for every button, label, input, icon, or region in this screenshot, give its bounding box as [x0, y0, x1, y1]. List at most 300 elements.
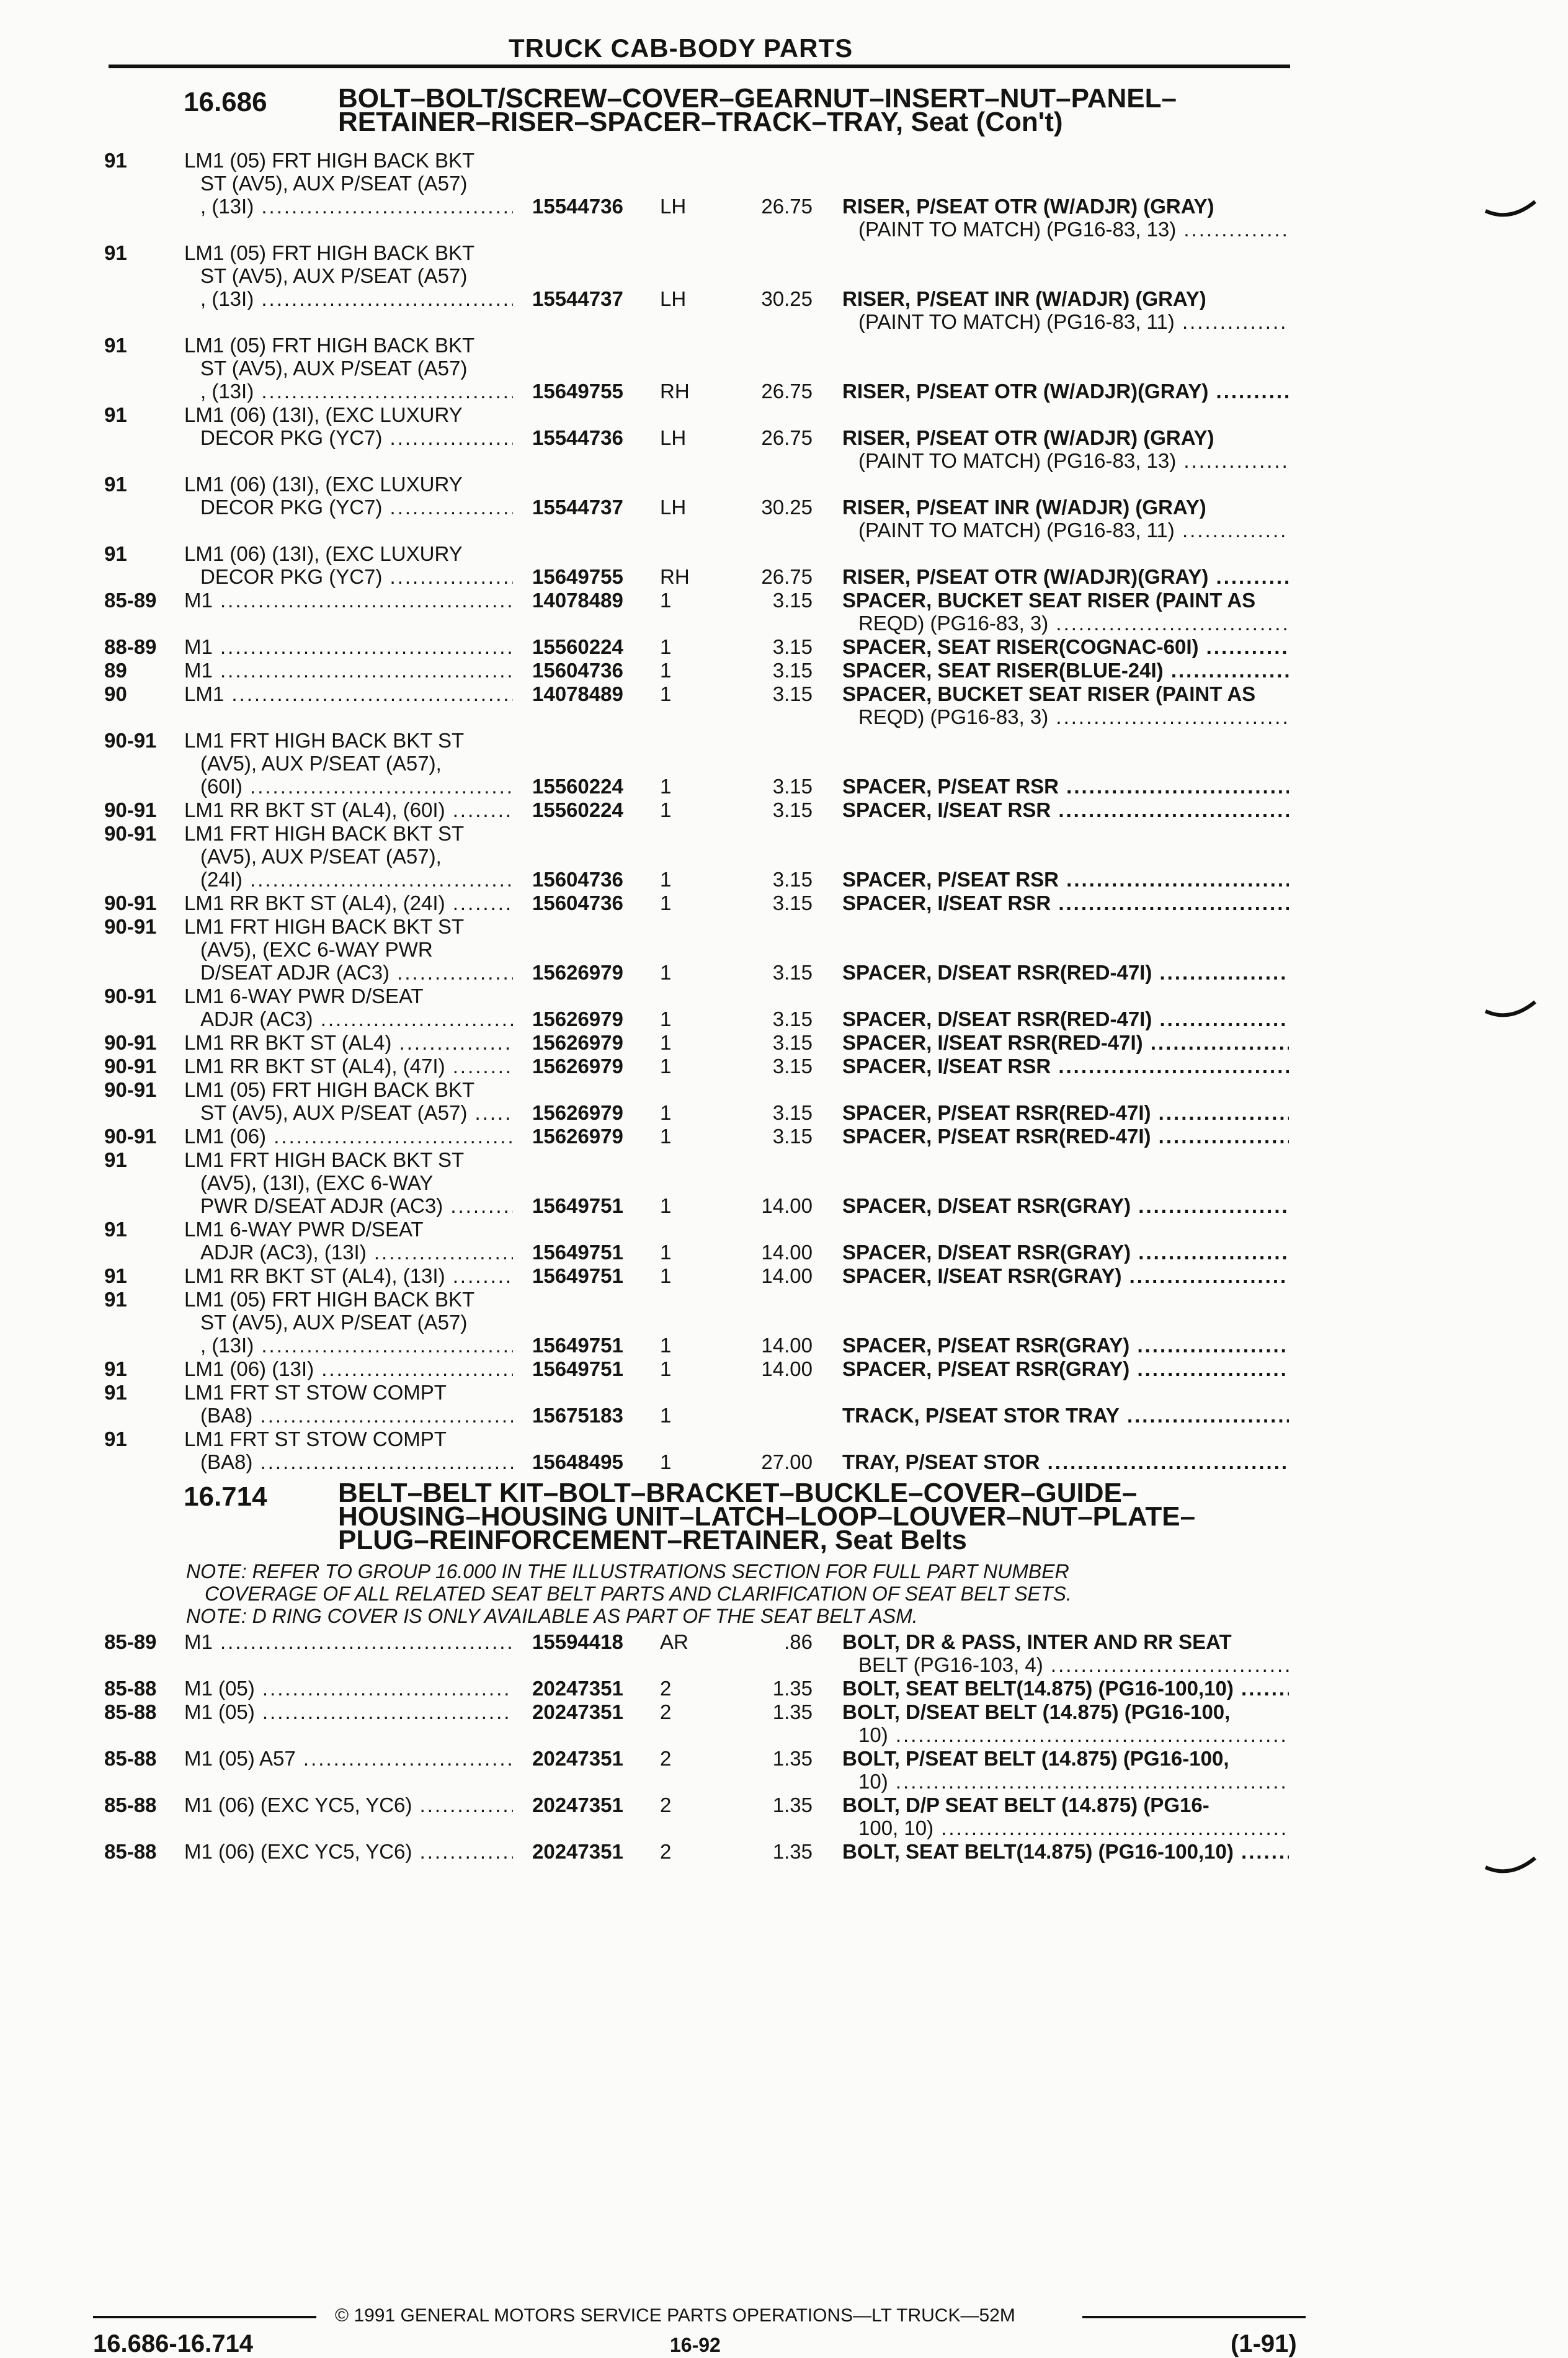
usage-line: (AV5), (13I), (EXC 6-WAY	[200, 1171, 434, 1194]
quantity: 1	[660, 1101, 672, 1124]
usage-description	[184, 985, 513, 1030]
parts-table-16-714	[0, 1630, 1568, 1864]
usage-line: LM1 .....	[184, 682, 513, 705]
price: 14.00	[761, 1264, 813, 1287]
table-row	[0, 1288, 1568, 1357]
usage-line: , (13I) .....	[184, 380, 513, 403]
usage-description	[184, 682, 513, 705]
price: 26.75	[761, 195, 813, 218]
note-line: COVERAGE OF ALL RELATED SEAT BELT PARTS AND CLARIFICATION OF SEAT BELT SETS.	[205, 1583, 1072, 1605]
part-number: 15626979	[532, 961, 623, 984]
table-row	[0, 1055, 1568, 1078]
part-number: 15649751	[532, 1264, 623, 1287]
model-year: 90-91	[104, 915, 157, 938]
table-row	[0, 822, 1568, 891]
part-number: 15626979	[532, 1101, 623, 1124]
price: 3.15	[772, 1055, 813, 1078]
part-name-line: REQD) (PG16-83, 3) .....	[842, 612, 1289, 635]
table-row	[0, 798, 1568, 822]
section-notes	[186, 1560, 1303, 1627]
table-row	[0, 1630, 1568, 1677]
part-name-line: SPACER, P/SEAT RSR(RED-47I) .....	[842, 1125, 1289, 1148]
usage-description	[184, 1288, 513, 1357]
usage-line: LM1 RR BKT ST (AL4), (60I) .....	[184, 798, 513, 821]
usage-line: LM1 (05) FRT HIGH BACK BKT	[184, 149, 475, 172]
part-number: 15649751	[532, 1194, 623, 1217]
part-name	[842, 868, 1289, 891]
footer-date-code: (1-91)	[1231, 2330, 1297, 2357]
usage-description	[184, 149, 513, 218]
part-name-line: RISER, P/SEAT INR (W/ADJR) (GRAY)	[842, 287, 1206, 310]
part-name-line: SPACER, D/SEAT RSR(RED-47I) .....	[842, 1007, 1289, 1030]
usage-line: (24I) .....	[184, 868, 513, 891]
model-year: 91	[104, 149, 127, 172]
usage-description	[184, 915, 513, 984]
table-row	[0, 729, 1568, 798]
usage-line: LM1 FRT ST STOW COMPT	[184, 1427, 447, 1450]
part-name-line: RISER, P/SEAT OTR (W/ADJR)(GRAY) .....	[842, 380, 1289, 403]
usage-description	[184, 1078, 513, 1124]
usage-line: M1 (06) (EXC YC5, YC6) .....	[184, 1793, 513, 1816]
usage-description	[184, 659, 513, 682]
usage-line: (60I) .....	[184, 775, 513, 798]
part-number: 20247351	[532, 1793, 623, 1816]
table-row	[0, 1427, 1568, 1474]
model-year: 85-88	[104, 1677, 157, 1700]
quantity: 2	[660, 1840, 672, 1863]
footer-section-range: 16.686-16.714	[93, 2330, 254, 2357]
table-row	[0, 985, 1568, 1031]
part-name	[842, 635, 1289, 658]
usage-line: (BA8) .....	[184, 1404, 513, 1427]
quantity: 1	[660, 798, 672, 821]
footer-page-number: 16-92	[670, 2334, 721, 2356]
part-number: 15649751	[532, 1357, 623, 1380]
part-number: 15675183	[532, 1404, 623, 1427]
quantity: 1	[660, 961, 672, 984]
quantity: RH	[660, 380, 690, 403]
quantity: 1	[660, 1055, 672, 1078]
table-row	[0, 1700, 1568, 1747]
table-row	[0, 1747, 1568, 1793]
part-name-line: SPACER, I/SEAT RSR .....	[842, 798, 1289, 821]
quantity: 1	[660, 589, 672, 612]
table-row	[0, 334, 1568, 403]
part-name-line: RISER, P/SEAT OTR (W/ADJR)(GRAY) .....	[842, 565, 1289, 588]
part-name	[842, 195, 1289, 241]
usage-line: LM1 6-WAY PWR D/SEAT	[184, 1218, 424, 1241]
quantity: 1	[660, 1007, 672, 1030]
quantity: 1	[660, 682, 672, 705]
price: 1.35	[772, 1793, 813, 1816]
price: 3.15	[772, 775, 813, 798]
quantity: LH	[660, 195, 687, 218]
part-number: 20247351	[532, 1700, 623, 1723]
quantity: 1	[660, 1334, 672, 1357]
usage-line: ADJR (AC3) .....	[184, 1007, 513, 1030]
quantity: 1	[660, 659, 672, 682]
part-name-line: BOLT, DR & PASS, INTER AND RR SEAT	[842, 1630, 1232, 1653]
usage-line: M1 (05) A57 .....	[184, 1747, 513, 1770]
part-name-line: SPACER, P/SEAT RSR(GRAY) .....	[842, 1334, 1289, 1357]
table-row	[0, 1357, 1568, 1381]
model-year: 90-91	[104, 798, 157, 821]
model-year: 85-89	[104, 589, 157, 612]
part-name	[842, 798, 1289, 821]
model-year: 91	[104, 1357, 127, 1380]
part-number: 15649755	[532, 565, 623, 588]
usage-line: DECOR PKG (YC7) .....	[184, 426, 513, 449]
part-name	[842, 426, 1289, 472]
part-name	[842, 1125, 1289, 1148]
usage-line: (BA8) .....	[184, 1450, 513, 1473]
usage-line: LM1 (06) .....	[184, 1125, 513, 1148]
part-name-line: SPACER, I/SEAT RSR(GRAY) .....	[842, 1264, 1289, 1287]
price: 3.15	[772, 798, 813, 821]
usage-description	[184, 403, 513, 449]
model-year: 89	[104, 659, 127, 682]
part-name-line: RISER, P/SEAT INR (W/ADJR) (GRAY)	[842, 496, 1206, 519]
price: 14.00	[761, 1241, 813, 1264]
parts-table-16-686	[0, 149, 1568, 1474]
table-row	[0, 1148, 1568, 1218]
part-name	[842, 1677, 1289, 1700]
part-name-line: (PAINT TO MATCH) (PG16-83, 11) .....	[842, 310, 1289, 333]
part-name-line: (PAINT TO MATCH) (PG16-83, 13) .....	[842, 218, 1289, 241]
price: 26.75	[761, 380, 813, 403]
model-year: 90-91	[104, 822, 157, 845]
price: .86	[784, 1630, 813, 1653]
part-number: 15544737	[532, 496, 623, 519]
quantity: 1	[660, 1241, 672, 1264]
usage-line: ST (AV5), AUX P/SEAT (A57)	[200, 264, 468, 287]
price: 3.15	[772, 961, 813, 984]
part-number: 15604736	[532, 891, 623, 914]
part-name-line: SPACER, I/SEAT RSR(RED-47I) .....	[842, 1031, 1289, 1054]
price: 3.15	[772, 682, 813, 705]
part-number: 15649751	[532, 1334, 623, 1357]
part-name-line: BOLT, D/P SEAT BELT (14.875) (PG16-	[842, 1793, 1209, 1816]
usage-line: M1 (06) (EXC YC5, YC6) .....	[184, 1840, 513, 1863]
part-name	[842, 1031, 1289, 1054]
part-name	[842, 1101, 1289, 1124]
price: 30.25	[761, 496, 813, 519]
model-year: 85-89	[104, 1630, 157, 1653]
part-number: 14078489	[532, 589, 623, 612]
model-year: 91	[104, 1288, 127, 1311]
part-name-line: BOLT, D/SEAT BELT (14.875) (PG16-100,	[842, 1700, 1231, 1723]
model-year: 90-91	[104, 729, 157, 752]
model-year: 91	[104, 334, 127, 357]
part-name	[842, 1700, 1289, 1746]
model-year: 91	[104, 1218, 127, 1241]
model-year: 91	[104, 1427, 127, 1450]
usage-line: PWR D/SEAT ADJR (AC3) .....	[184, 1194, 513, 1217]
usage-line: M1 .....	[184, 1630, 513, 1653]
table-row	[0, 635, 1568, 659]
usage-description	[184, 589, 513, 612]
price: 26.75	[761, 426, 813, 449]
part-name-line: BOLT, SEAT BELT(14.875) (PG16-100,10) .....	[842, 1840, 1289, 1863]
usage-line: , (13I) .....	[184, 1334, 513, 1357]
usage-line: M1 (05) .....	[184, 1700, 513, 1723]
part-name-line: RISER, P/SEAT OTR (W/ADJR) (GRAY)	[842, 195, 1214, 218]
part-name-line: SPACER, P/SEAT RSR .....	[842, 775, 1289, 798]
usage-line: M1 (05) .....	[184, 1677, 513, 1700]
usage-line: LM1 (06) (13I), (EXC LUXURY	[184, 473, 463, 496]
quantity: 1	[660, 775, 672, 798]
usage-line: D/SEAT ADJR (AC3) .....	[184, 961, 513, 984]
part-name-line: REQD) (PG16-83, 3) .....	[842, 705, 1289, 728]
table-row	[0, 1218, 1568, 1264]
part-name	[842, 659, 1289, 682]
usage-description	[184, 1031, 513, 1054]
table-row	[0, 1078, 1568, 1125]
usage-description	[184, 542, 513, 588]
part-number: 15626979	[532, 1007, 623, 1030]
usage-line: LM1 FRT HIGH BACK BKT ST	[184, 915, 465, 938]
model-year: 91	[104, 473, 127, 496]
quantity: LH	[660, 496, 687, 519]
usage-line: LM1 RR BKT ST (AL4), (24I) .....	[184, 891, 513, 914]
usage-description	[184, 891, 513, 914]
quantity: 1	[660, 635, 672, 658]
part-number: 15626979	[532, 1055, 623, 1078]
price: 3.15	[772, 635, 813, 658]
table-row	[0, 149, 1568, 241]
model-year: 85-88	[104, 1747, 157, 1770]
usage-line: LM1 (06) (13I), (EXC LUXURY	[184, 542, 463, 565]
table-row	[0, 1677, 1568, 1700]
usage-line: LM1 FRT HIGH BACK BKT ST	[184, 822, 465, 845]
table-row	[0, 1264, 1568, 1288]
part-name	[842, 287, 1289, 333]
usage-description	[184, 1264, 513, 1287]
table-row	[0, 1793, 1568, 1840]
note-line: NOTE: D RING COVER IS ONLY AVAILABLE AS PART OF THE SEAT BELT ASM.	[186, 1605, 918, 1627]
price: 1.35	[772, 1747, 813, 1770]
part-name-line: BOLT, SEAT BELT(14.875) (PG16-100,10) .....	[842, 1677, 1289, 1700]
usage-description	[184, 1357, 513, 1380]
quantity: 2	[660, 1747, 672, 1770]
price: 3.15	[772, 868, 813, 891]
price: 14.00	[761, 1334, 813, 1357]
price: 1.35	[772, 1677, 813, 1700]
note-line: NOTE: REFER TO GROUP 16.000 IN THE ILLUSTRATIONS SECTION FOR FULL PART NUMBER	[186, 1560, 1069, 1583]
price: 3.15	[772, 1125, 813, 1148]
price: 1.35	[772, 1700, 813, 1723]
table-row	[0, 241, 1568, 334]
part-name-line: BOLT, P/SEAT BELT (14.875) (PG16-100,	[842, 1747, 1229, 1770]
price: 30.25	[761, 287, 813, 310]
part-name	[842, 496, 1289, 542]
part-number: 15544736	[532, 195, 623, 218]
model-year: 90-91	[104, 1031, 157, 1054]
price: 3.15	[772, 1031, 813, 1054]
model-year: 90-91	[104, 985, 157, 1007]
usage-line: , (13I) .....	[184, 287, 513, 310]
quantity: LH	[660, 287, 687, 310]
model-year: 85-88	[104, 1793, 157, 1816]
part-number: 20247351	[532, 1677, 623, 1700]
part-number: 14078489	[532, 682, 623, 705]
usage-description	[184, 1700, 513, 1723]
usage-description	[184, 1218, 513, 1264]
header-rule	[109, 65, 1290, 68]
part-name-line: SPACER, D/SEAT RSR(GRAY) .....	[842, 1194, 1289, 1217]
table-row	[0, 403, 1568, 473]
part-name	[842, 1793, 1289, 1839]
usage-description	[184, 1677, 513, 1700]
model-year: 88-89	[104, 635, 157, 658]
part-number: 15560224	[532, 798, 623, 821]
price: 3.15	[772, 1101, 813, 1124]
part-name	[842, 1055, 1289, 1078]
usage-description	[184, 635, 513, 658]
model-year: 90-91	[104, 891, 157, 914]
part-number: 15648495	[532, 1450, 623, 1473]
part-number: 15626979	[532, 1031, 623, 1054]
part-number: 15560224	[532, 635, 623, 658]
footer-rule-right	[1082, 2316, 1306, 2318]
table-row	[0, 682, 1568, 729]
model-year: 90-91	[104, 1055, 157, 1078]
usage-line: LM1 (05) FRT HIGH BACK BKT	[184, 1288, 475, 1311]
part-name-line: RISER, P/SEAT OTR (W/ADJR) (GRAY)	[842, 426, 1214, 449]
usage-description	[184, 1148, 513, 1217]
page-header-title: TRUCK CAB-BODY PARTS	[509, 33, 853, 63]
quantity: 1	[660, 1264, 672, 1287]
price: 27.00	[761, 1450, 813, 1473]
usage-description	[184, 1840, 513, 1863]
quantity: 1	[660, 868, 672, 891]
part-name	[842, 775, 1289, 798]
model-year: 91	[104, 542, 127, 565]
usage-description	[184, 1125, 513, 1148]
table-row	[0, 1031, 1568, 1055]
table-row	[0, 473, 1568, 542]
part-name	[842, 1747, 1289, 1793]
quantity: 1	[660, 1031, 672, 1054]
part-name	[842, 961, 1289, 984]
quantity: AR	[660, 1630, 688, 1653]
part-number: 15560224	[532, 775, 623, 798]
part-name-line: SPACER, BUCKET SEAT RISER (PAINT AS	[842, 589, 1256, 612]
usage-line: LM1 FRT HIGH BACK BKT ST	[184, 729, 465, 752]
part-number: 20247351	[532, 1747, 623, 1770]
usage-line: LM1 6-WAY PWR D/SEAT	[184, 985, 424, 1007]
part-name	[842, 1241, 1289, 1264]
usage-description	[184, 1793, 513, 1816]
part-name-line: SPACER, P/SEAT RSR(GRAY) .....	[842, 1357, 1289, 1380]
part-name	[842, 589, 1289, 635]
part-name	[842, 1194, 1289, 1217]
part-name	[842, 1357, 1289, 1380]
usage-description	[184, 334, 513, 403]
usage-description	[184, 798, 513, 821]
quantity: 1	[660, 1404, 672, 1427]
usage-line: LM1 FRT HIGH BACK BKT ST	[184, 1148, 465, 1171]
usage-line: ST (AV5), AUX P/SEAT (A57)	[200, 357, 468, 380]
model-year: 91	[104, 241, 127, 264]
part-name-line: SPACER, BUCKET SEAT RISER (PAINT AS	[842, 682, 1256, 705]
usage-line: LM1 RR BKT ST (AL4), (13I) .....	[184, 1264, 513, 1287]
price: 3.15	[772, 1007, 813, 1030]
usage-line: (AV5), AUX P/SEAT (A57),	[200, 845, 442, 868]
part-name	[842, 682, 1289, 728]
quantity: RH	[660, 565, 690, 588]
usage-description	[184, 1630, 513, 1653]
table-row	[0, 1840, 1568, 1864]
table-row	[0, 589, 1568, 635]
usage-line: M1 .....	[184, 635, 513, 658]
part-number: 15594418	[532, 1630, 623, 1653]
model-year: 90-91	[104, 1125, 157, 1148]
usage-line: LM1 (05) FRT HIGH BACK BKT	[184, 334, 475, 357]
usage-description	[184, 822, 513, 891]
part-name	[842, 1404, 1289, 1427]
model-year: 91	[104, 1264, 127, 1287]
usage-line: M1 .....	[184, 659, 513, 682]
section-title: BOLT–BOLT/SCREW–COVER–GEARNUT–INSERT–NUT–PANEL–RETAINER–RISER–SPACER–TRACK–TRAY, Seat (Con't)	[338, 83, 1177, 137]
model-year: 91	[104, 1381, 127, 1404]
margin-check-mark	[1482, 999, 1538, 1024]
usage-line: (AV5), (EXC 6-WAY PWR	[200, 938, 433, 961]
usage-line: , (13I) .....	[184, 195, 513, 218]
part-name-line: 10) .....	[842, 1770, 1289, 1793]
part-name	[842, 1264, 1289, 1287]
part-name-line: 10) .....	[842, 1723, 1289, 1746]
table-row	[0, 542, 1568, 589]
price: 3.15	[772, 589, 813, 612]
part-name-line: SPACER, P/SEAT RSR .....	[842, 868, 1289, 891]
part-name-line: (PAINT TO MATCH) (PG16-83, 11) .....	[842, 519, 1289, 542]
part-name-line: SPACER, P/SEAT RSR(RED-47I) .....	[842, 1101, 1289, 1124]
model-year: 91	[104, 403, 127, 426]
part-name	[842, 380, 1289, 403]
quantity: 1	[660, 1450, 672, 1473]
price: 14.00	[761, 1357, 813, 1380]
quantity: 2	[660, 1700, 672, 1723]
part-name-line: BELT (PG16-103, 4) .....	[842, 1653, 1289, 1676]
part-number: 15649755	[532, 380, 623, 403]
usage-line: LM1 (05) FRT HIGH BACK BKT	[184, 1078, 475, 1101]
section-number: 16.714	[184, 1481, 267, 1512]
table-row	[0, 659, 1568, 682]
margin-check-mark	[1482, 199, 1538, 223]
table-row	[0, 1381, 1568, 1427]
section-number: 16.686	[184, 87, 267, 117]
part-name	[842, 565, 1289, 588]
part-name-line: SPACER, I/SEAT RSR .....	[842, 891, 1289, 914]
usage-line: LM1 (05) FRT HIGH BACK BKT	[184, 241, 475, 264]
quantity: 2	[660, 1793, 672, 1816]
usage-line: LM1 RR BKT ST (AL4) .....	[184, 1031, 513, 1054]
part-name	[842, 891, 1289, 914]
part-name-line: SPACER, D/SEAT RSR(RED-47I) .....	[842, 961, 1289, 984]
price: 26.75	[761, 565, 813, 588]
table-row	[0, 915, 1568, 985]
quantity: 1	[660, 1125, 672, 1148]
part-number: 20247351	[532, 1840, 623, 1863]
usage-description	[184, 1381, 513, 1427]
usage-description	[184, 729, 513, 798]
part-name	[842, 1450, 1289, 1473]
model-year: 91	[104, 1148, 127, 1171]
usage-line: LM1 RR BKT ST (AL4), (47I) .....	[184, 1055, 513, 1078]
margin-check-mark	[1482, 1855, 1538, 1880]
quantity: 1	[660, 891, 672, 914]
